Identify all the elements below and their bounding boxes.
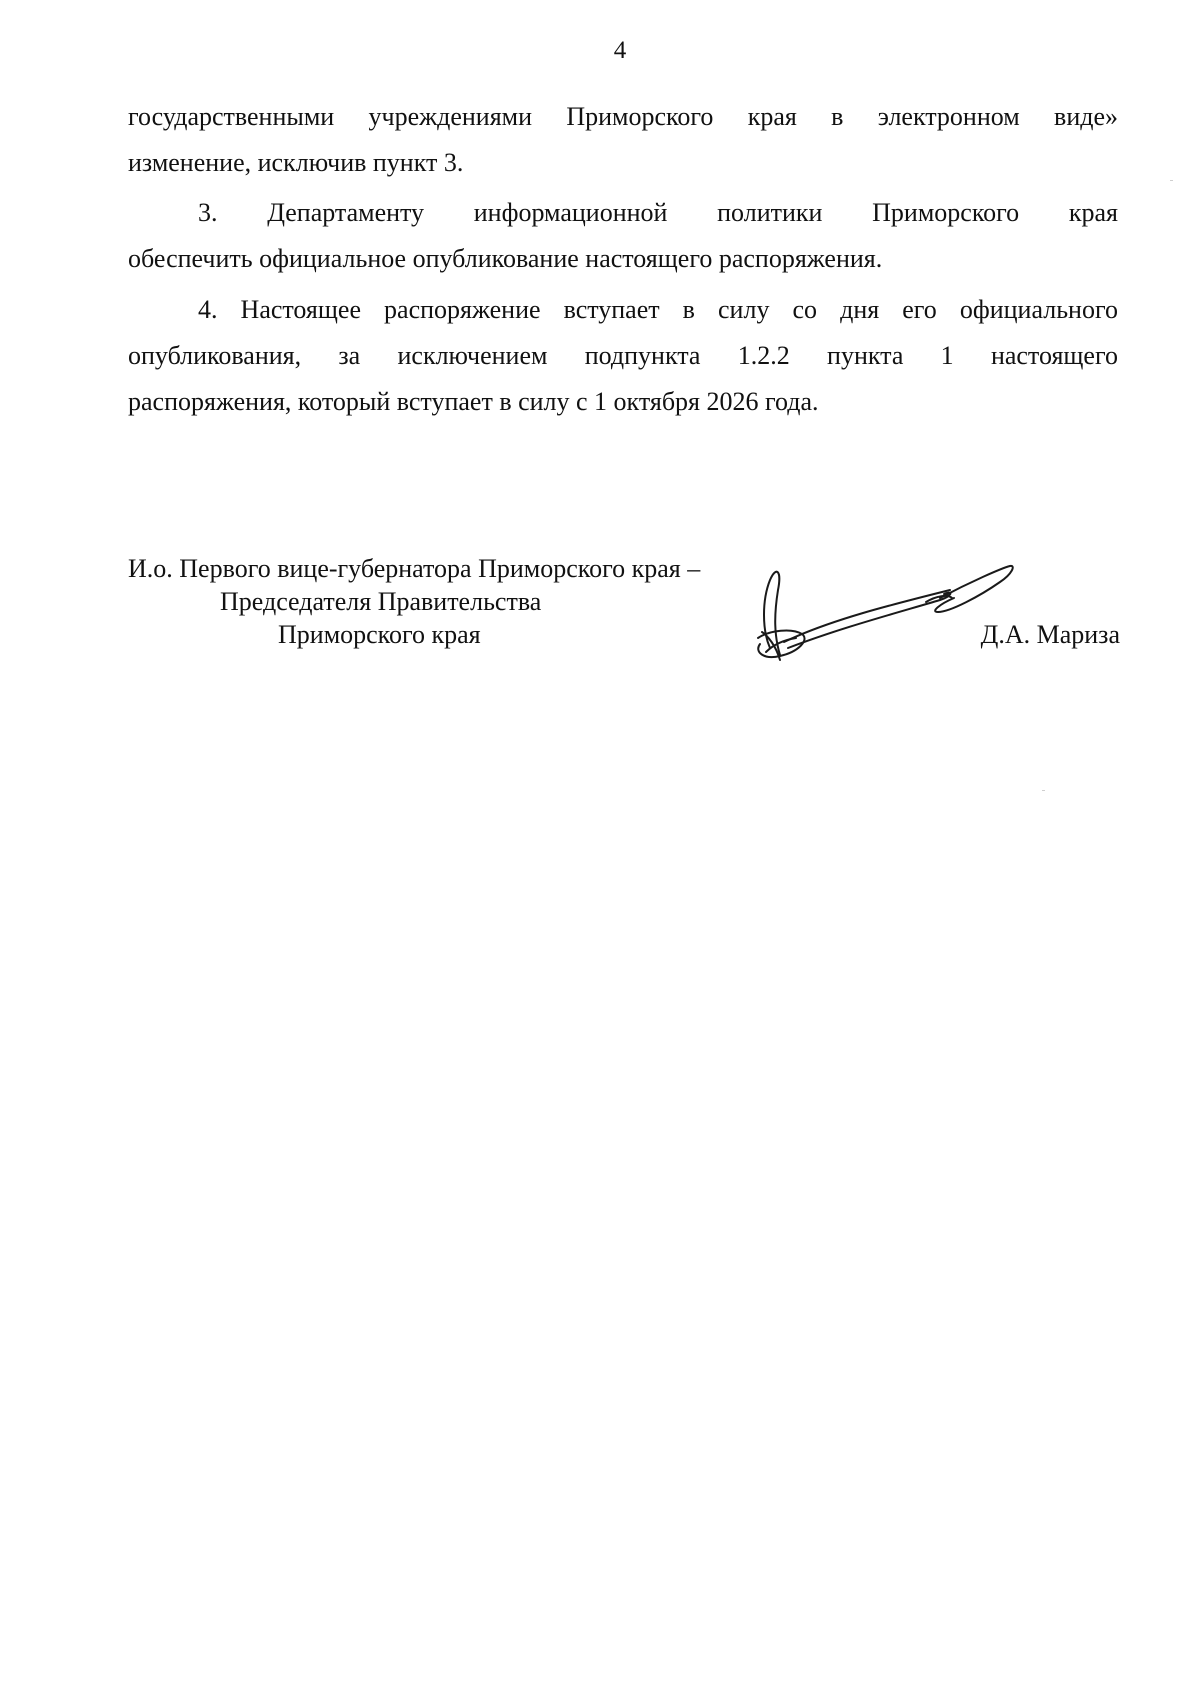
body-line: 3. Департаменту информационной политики Приморского края [198,198,1118,227]
body-line: обеспечить официальное опубликование настоящего распоряжения. [128,244,883,273]
paragraph-continuation [128,94,1118,186]
scan-artifact [1170,180,1173,181]
handwritten-signature [740,560,1020,670]
body-line: опубликования, за исключением подпункта 1.2.2 пункта 1 настоящего [128,341,1118,370]
signatory-name: Д.А. Мариза [980,620,1120,649]
item-4-paragraph [128,287,1118,425]
body-line: 4. Настоящее распоряжение вступает в силу со дня его официального [198,295,1118,324]
scan-artifact [1042,790,1045,791]
signatory-position-line: Приморского края [278,620,481,649]
page-number: 4 [613,37,627,64]
body-line: изменение, исключив пункт 3. [128,148,464,177]
signatory-position-line: И.о. Первого вице-губернатора Приморского края – [128,554,701,583]
signatory-position [128,552,700,651]
body-line: распоряжения, который вступает в силу с 1 октября 2026 года. [128,387,819,416]
item-3-paragraph [128,190,1118,282]
body-line: государственными учреждениями Приморского края в электронном виде» [128,102,1118,131]
signatory-position-line: Председателя Правительства [220,587,542,616]
